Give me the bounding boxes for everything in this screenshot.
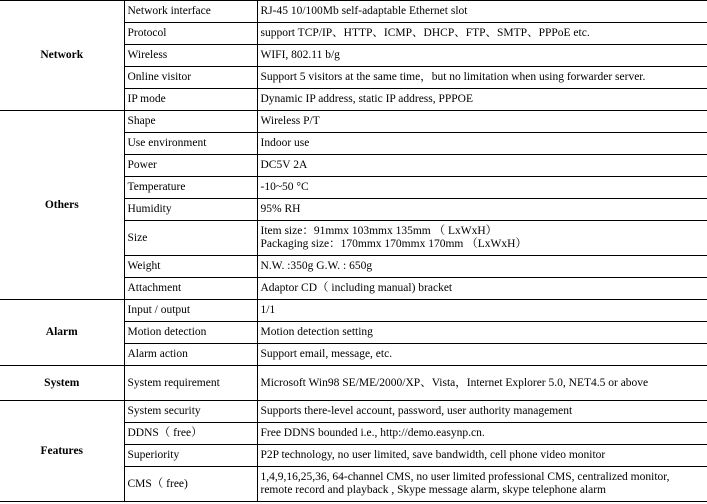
row-value: Support 5 visitors at the same time，but no limitation when using forwarder server. [257, 67, 707, 89]
row-label: Wireless [124, 45, 257, 67]
row-label: DDNS（ free） [124, 423, 257, 445]
row-value: Wireless P/T [257, 111, 707, 133]
row-label: Use environment [124, 133, 257, 155]
row-label: Alarm action [124, 344, 257, 366]
group-alarm: Alarm [0, 300, 124, 366]
row-value: Dynamic IP address, static IP address, PPPOE [257, 89, 707, 111]
row-label: Online visitor [124, 67, 257, 89]
row-label: Attachment [124, 278, 257, 300]
row-value: DC5V 2A [257, 155, 707, 177]
table-row [0, 401, 707, 423]
row-label: Network interface [124, 1, 257, 23]
row-label: CMS（ free) [124, 467, 257, 502]
row-value-line1: Item size：91mmx 103mmx 135mm （ LxWxH） [260, 225, 498, 237]
row-label: Weight [124, 256, 257, 278]
row-label: Power [124, 155, 257, 177]
row-label: Input / output [124, 300, 257, 322]
row-value: Support email, message, etc. [257, 344, 707, 366]
row-value: P2P technology, no user limited, save bandwidth, cell phone video monitor [257, 445, 707, 467]
row-label: Motion detection [124, 322, 257, 344]
row-label: Superiority [124, 445, 257, 467]
group-features: Features [0, 401, 124, 502]
table-row [0, 111, 707, 133]
row-value: RJ-45 10/100Mb self-adaptable Ethernet slot [257, 1, 707, 23]
row-label: Size [124, 221, 257, 256]
row-value: Supports there-level account, password, user authority management [257, 401, 707, 423]
row-label: System security [124, 401, 257, 423]
table-row [0, 1, 707, 23]
row-value: Free DDNS bounded i.e., http://demo.easynp.cn. [257, 423, 707, 445]
row-label: Humidity [124, 199, 257, 221]
row-value: support TCP/IP、HTTP、ICMP、DHCP、FTP、SMTP、PPPoE etc. [257, 23, 707, 45]
row-value: N.W. :350g G.W. : 650g [257, 256, 707, 278]
group-system: System [0, 366, 124, 401]
row-value: -10~50 °C [257, 177, 707, 199]
row-value: Microsoft Win98 SE/ME/2000/XP、Vista，Internet Explorer 5.0, NET4.5 or above [257, 366, 707, 401]
table-row [0, 366, 707, 401]
row-value [257, 221, 707, 256]
row-label: System requirement [124, 366, 257, 401]
row-value: 1/1 [257, 300, 707, 322]
row-value: WIFI, 802.11 b/g [257, 45, 707, 67]
group-network: Network [0, 1, 124, 111]
row-label: Temperature [124, 177, 257, 199]
row-label: Protocol [124, 23, 257, 45]
row-value: Motion detection setting [257, 322, 707, 344]
row-value [257, 467, 707, 502]
row-value: 95% RH [257, 199, 707, 221]
table-row [0, 300, 707, 322]
row-value: Adaptor CD（ including manual) bracket [257, 278, 707, 300]
row-label: Shape [124, 111, 257, 133]
row-value: Indoor use [257, 133, 707, 155]
row-value-line2: Packaging size：170mmx 170mmx 170mm （LxWxH） [260, 238, 527, 250]
row-label: IP mode [124, 89, 257, 111]
row-value-line2: remote record and playback , Skype message alarm, skype telephone alarm [260, 484, 607, 496]
row-value-line1: 1,4,9,16,25,36, 64-channel CMS, no user limited professional CMS, centralized monitor, [260, 471, 670, 483]
group-others: Others [0, 111, 124, 300]
